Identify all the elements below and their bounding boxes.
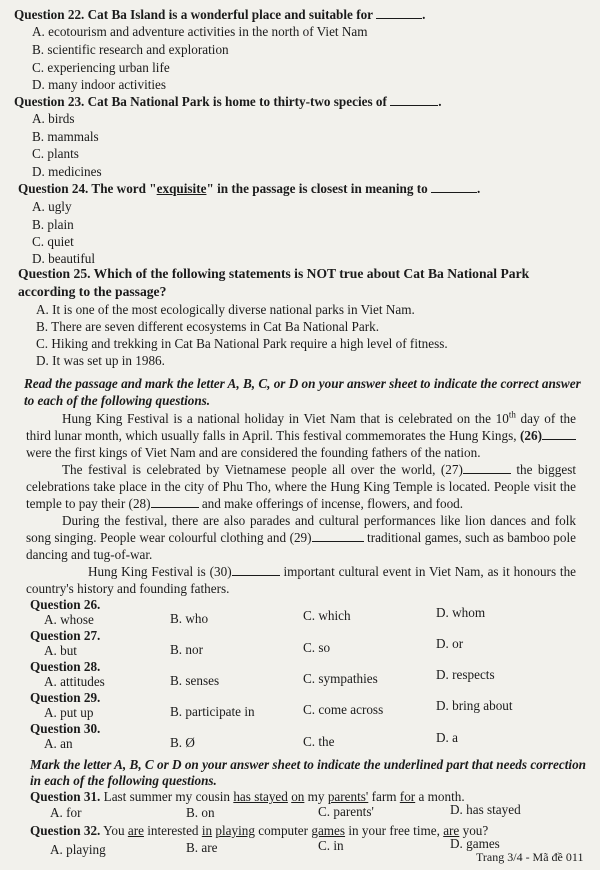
passage-p1-sup: th xyxy=(508,409,516,420)
q22-blank xyxy=(376,7,422,19)
q32-u2: in xyxy=(201,823,213,838)
q31-u4: for xyxy=(399,789,416,804)
passage-p2b: the biggest celebrations take place in the city of Phu Tho, where the Hung King Temple is located. People visit the temple to pay their xyxy=(26,462,577,511)
q25-line1: Which of the following statements is NOT true about Cat Ba National Park xyxy=(93,266,530,281)
q24-option-d[interactable]: D. beautiful xyxy=(32,251,95,266)
q25-line2: according to the passage? xyxy=(18,284,167,299)
q22-option-c[interactable]: C. experiencing urban life xyxy=(32,60,170,75)
q25-stem xyxy=(18,266,529,281)
passage-paragraph-2 xyxy=(26,461,576,512)
q25-option-a[interactable]: A. It is one of the most ecologically diverse national parks in Viet Nam. xyxy=(36,302,415,317)
q29-option-d[interactable]: D. bring about xyxy=(436,698,513,713)
q31-t5: a month. xyxy=(415,789,465,804)
q22-option-a[interactable]: A. ecotourism and adventure activities in the north of Viet Nam xyxy=(32,24,368,39)
q24-stem xyxy=(18,181,480,196)
q28-option-a[interactable]: A. attitudes xyxy=(44,674,105,689)
q26-option-b[interactable]: B. who xyxy=(170,611,209,626)
q29-option-c[interactable]: C. come across xyxy=(303,702,384,717)
q31-option-a[interactable]: A. for xyxy=(50,805,82,820)
q30-label: Question 30. xyxy=(30,721,101,736)
q32-u4: games xyxy=(311,823,346,838)
q26-option-a[interactable]: A. whose xyxy=(44,612,94,627)
passage-p2a: The festival is celebrated by Vietnamese people all over the world, xyxy=(62,462,436,477)
q28-option-d[interactable]: D. respects xyxy=(436,667,495,682)
q23-option-c[interactable]: C. plants xyxy=(32,146,79,161)
q22-option-d[interactable]: D. many indoor activities xyxy=(32,77,167,92)
q28-label: Question 28. xyxy=(30,659,101,674)
q31-option-c[interactable]: C. parents' xyxy=(318,804,374,819)
q27-option-d[interactable]: D. or xyxy=(436,636,464,651)
passage-p2c: and make offerings of incense, flowers, and food. xyxy=(201,496,464,511)
q32-u3: playing xyxy=(215,823,255,838)
q32-t5: in your free time, xyxy=(345,823,444,838)
q29-option-b[interactable]: B. participate in xyxy=(170,704,255,719)
blank-28 xyxy=(151,496,199,508)
q22-stem xyxy=(14,7,425,22)
q30-option-a[interactable]: A. an xyxy=(44,736,73,751)
blank-27 xyxy=(463,462,511,474)
passage-p1b: day of the third lunar month, which usually falls in April. This festival commemorates the Hung Kings, xyxy=(26,411,576,443)
q32-t4: computer xyxy=(254,823,312,838)
q31-t4: farm xyxy=(368,789,400,804)
page-footer: Trang 3/4 - Mã đề 011 xyxy=(476,850,584,864)
q27-label: Question 27. xyxy=(30,628,101,643)
q26-option-d[interactable]: D. whom xyxy=(436,605,486,620)
q31-u3: parents' xyxy=(327,789,369,804)
passage-p1c: were the first kings of Viet Nam and are considered the founding fathers of the nation. xyxy=(26,445,481,460)
passage-paragraph-1 xyxy=(26,410,576,461)
q27-option-c[interactable]: C. so xyxy=(303,640,331,655)
blank-30 xyxy=(232,564,280,576)
q32-number: Question 32. xyxy=(30,823,101,838)
q31-number: Question 31. xyxy=(30,789,101,804)
q29-option-a[interactable]: A. put up xyxy=(44,705,94,720)
q24-end: . xyxy=(477,181,481,196)
instruction-reading-line1: Read the passage and mark the letter A, B, C, or D on your answer sheet to indicate the correct answer xyxy=(24,376,581,391)
q31-t1: Last summer my cousin xyxy=(103,789,234,804)
q32-u1: are xyxy=(127,823,144,838)
q31-u1: has stayed xyxy=(233,789,288,804)
q26-label: Question 26. xyxy=(30,597,101,612)
q23-stem xyxy=(14,94,441,109)
q30-option-c[interactable]: C. the xyxy=(303,734,335,749)
passage-p3b: traditional games, such as bamboo pole dancing and tug-of-war. xyxy=(26,530,576,562)
q23-blank xyxy=(390,94,438,106)
q31-u2: on xyxy=(291,789,305,804)
passage-p4a: Hung King Festival is xyxy=(88,564,206,579)
q28-option-c[interactable]: C. sympathies xyxy=(303,671,378,686)
q23-end: . xyxy=(438,94,442,109)
q22-option-b[interactable]: B. scientific research and exploration xyxy=(32,42,229,57)
q24-number: Question 24. xyxy=(18,181,89,196)
blank-27-number: (27) xyxy=(440,462,463,477)
q30-option-d[interactable]: D. a xyxy=(436,730,458,745)
q32-option-b[interactable]: B. are xyxy=(186,840,218,855)
q32-option-c[interactable]: C. in xyxy=(318,838,344,853)
passage-paragraph-3 xyxy=(26,512,576,563)
q24-option-b[interactable]: B. plain xyxy=(32,217,74,232)
q31-stem xyxy=(30,789,465,804)
q22-text: Cat Ba Island is a wonderful place and suitable for xyxy=(87,7,373,22)
blank-26-number: (26) xyxy=(520,428,542,443)
q24-blank xyxy=(431,181,477,193)
blank-29 xyxy=(312,530,364,542)
passage-paragraph-4 xyxy=(26,563,576,597)
instruction-reading-line2: to each of the following questions. xyxy=(24,393,211,408)
q25-number: Question 25. xyxy=(18,266,91,281)
q24-option-c[interactable]: C. quiet xyxy=(32,234,74,249)
blank-29-number: (29) xyxy=(289,530,312,545)
blank-28-number: (28) xyxy=(128,496,151,511)
q23-option-d[interactable]: D. medicines xyxy=(32,164,102,179)
q26-option-c[interactable]: C. which xyxy=(303,608,351,623)
q24-option-a[interactable]: A. ugly xyxy=(32,199,72,214)
passage-p4b: important cultural event in Viet Nam, as it honours the country's history and founding fathers. xyxy=(26,564,577,596)
passage-p3a: During the festival, there are also parades and cultural performances like lion dances and folk song singing. People wear colourful clothing and xyxy=(26,513,576,545)
q25-option-c[interactable]: C. Hiking and trekking in Cat Ba National Park require a high level of fitness. xyxy=(36,336,448,351)
q31-option-b[interactable]: B. on xyxy=(186,805,215,820)
q29-label: Question 29. xyxy=(30,690,101,705)
instruction-correction-line1: Mark the letter A, B, C or D on your answer sheet to indicate the underlined part that needs correction xyxy=(30,757,586,772)
q24-post: " in the passage is closest in meaning to xyxy=(206,181,428,196)
q24-pre: The word " xyxy=(91,181,157,196)
q28-option-b[interactable]: B. senses xyxy=(170,673,220,688)
q31-t3: my xyxy=(304,789,328,804)
q25-option-b[interactable]: B. There are seven different ecosystems in Cat Ba National Park. xyxy=(36,319,380,334)
q22-end: . xyxy=(422,7,426,22)
q31-option-d[interactable]: D. has stayed xyxy=(450,802,521,817)
q24-word: exquisite xyxy=(156,181,207,196)
q32-u5: are xyxy=(443,823,460,838)
q32-stem xyxy=(30,823,488,838)
passage-p1a: Hung King Festival is a national holiday in Viet Nam that is celebrated on the 10 xyxy=(62,411,509,426)
q27-option-b[interactable]: B. nor xyxy=(170,642,203,657)
q32-t1: You xyxy=(103,823,128,838)
q23-text: Cat Ba National Park is home to thirty-two species of xyxy=(87,94,387,109)
blank-30-number: (30) xyxy=(209,564,232,579)
q32-option-a[interactable]: A. playing xyxy=(50,842,106,857)
q23-option-b[interactable]: B. mammals xyxy=(32,129,99,144)
q32-t2: interested xyxy=(143,823,202,838)
q30-option-b[interactable]: B. Ø xyxy=(170,735,195,750)
instruction-correction-line2: in each of the following questions. xyxy=(30,773,217,788)
q23-number: Question 23. xyxy=(14,94,85,109)
q32-option-d[interactable]: D. games xyxy=(450,836,500,851)
q32-t6: you? xyxy=(459,823,489,838)
q22-number: Question 22. xyxy=(14,7,85,22)
q27-option-a[interactable]: A. but xyxy=(44,643,77,658)
blank-26 xyxy=(542,428,576,440)
q23-option-a[interactable]: A. birds xyxy=(32,111,75,126)
q25-option-d[interactable]: D. It was set up in 1986. xyxy=(36,353,165,368)
